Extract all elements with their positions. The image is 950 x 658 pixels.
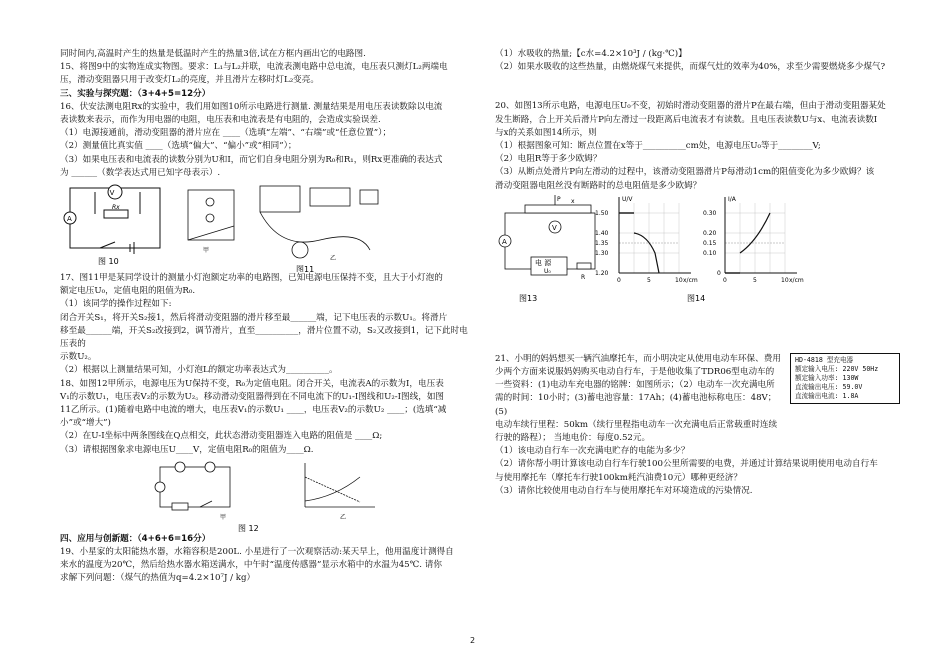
graph-i-ytick: 0 (717, 269, 721, 277)
q21-block (495, 353, 890, 445)
graph-u-ytick: 1.50 (595, 209, 609, 217)
q18-line: V₁的示数U₁，电压表V₂的示数为U₂。移动滑动变阻器得到在不同电流下的U₁-I图线和U₂-I图线，如图 (60, 391, 445, 402)
q18-line: 小”或“增大”) (60, 418, 111, 429)
circuit-label-a: A (502, 237, 507, 246)
graph-i-ylabel: I/A (728, 195, 736, 203)
graph-u-ytick: 1.40 (595, 229, 609, 237)
q20-line: （1）根据图象可知：断点位置在x等于__________cm处，电源电压U₀等于________V; (495, 141, 821, 152)
q15-line: 15、将图9中的实物连成实物图。要求：L₁与L₂并联，电流表测电路中总电流，电压表只测灯L₂两端电 (60, 62, 448, 73)
nameplate-line: 额定输入电压: 220V 50Hz (795, 364, 879, 373)
q19-line: 来水的温度为20℃，然后给热水器水箱送满水，中午时“温度传感器”显示水箱中的水温为45℃. 请你 (60, 560, 442, 571)
q19-line: 求解下列问题：（煤气的热值为q=4.2×10⁷J / kg） (60, 573, 256, 584)
q16-line: （3）如果电压表和电流表的读数分别为U和I，而它们自身电阻分别为R₀和R₁，则Rx更准确的表达式 (60, 154, 443, 165)
q17-line: （2）根据以上测量结果可知，小灯泡L的额定功率表达式为__________。 (60, 365, 338, 376)
figure-10-caption: 图 10 (98, 257, 119, 267)
section-heading-3: 三、实验与探究题：（3+4+5=12分） (60, 88, 211, 99)
q20-line: 滑动变阻器电阻丝没有断路时的总电阻值是多少欧姆？ (495, 180, 702, 191)
figure-13-caption: 图13 (519, 293, 538, 303)
nameplate-title: HD-4818 型充电器 (795, 355, 854, 364)
q17-line: 闭合开关S₁，将开关S₂接1，然后将滑动变阻器的滑片移至最______端，记下电压表的示数U₁。将滑片 (60, 312, 448, 323)
graph-i-xlabel: x/cm (789, 276, 804, 284)
q21-line: （2）请你帮小明计算该电动自行车行驶100公里所需要的电费，并通过计算结果说明使用电动自行车 (495, 459, 878, 470)
q16-line: 为 ______（数学表达式用已知字母表示）. (60, 167, 221, 178)
q20-line: （2）电阻R等于多少欧姆？ (495, 154, 602, 165)
page-number: 2 (470, 636, 476, 645)
circuit-label-source: 电 源 (535, 258, 552, 267)
q21-line: 少两个方面来说服妈妈购买电动自行车，于是他收集了TDR06型电动车的 (495, 367, 775, 378)
svg-text:甲: 甲 (220, 513, 227, 521)
q17-line: 额定电压U₀，定值电阻的阻值为R₀. (60, 286, 196, 297)
q20-line: 发生断路，合上开关后滑片P向左滑过一段距离后电流表才有读数。且电压表读数U与x、电流表读数I (495, 114, 878, 125)
q16-line: （2）测量值比真实值 ____（选填“偏大”、“偏小”或“相同”）； (60, 141, 297, 152)
graph-i-ytick: 0.15 (703, 239, 717, 247)
circuit-label-r: R (581, 273, 586, 281)
q17-line: 移至最______端，开关S₂改接到2，调节滑片，直至__________，滑片位置不动，S₂又改接到1，记下此时电压表的 (60, 325, 468, 350)
q20-line: 与x的关系如图14所示，则 (495, 127, 597, 138)
q18-line: 18、如图12甲所示，电源电压为U保持不变，R₀为定值电阻。闭合开关，电流表A的示数为I，电压表 (60, 378, 444, 389)
graph-i-ytick: 0.10 (703, 249, 717, 257)
graph-i-xtick: 0 (723, 276, 727, 284)
q16-line: 表读数来表示，而作为用电器的电阻，电压表和电流表是有电阻的，会造成实验误差. (60, 115, 381, 126)
q19-line: 19、小星家的太阳能热水器，水箱容积是200L. 小星进行了一次观察活动:某天早上，他用温度计测得自 (60, 547, 454, 558)
graph-u-ytick: 1.30 (595, 249, 609, 257)
figure-14-caption: 图14 (687, 293, 706, 303)
svg-text:V: V (109, 189, 115, 198)
graph-u-xtick: 0 (617, 276, 621, 284)
charger-nameplate (790, 353, 900, 404)
q19-line: （2）如果水吸收的这些热量，由燃烧煤气来提供，而煤气灶的效率为40%，求至少需要燃烧多少煤气? (495, 62, 886, 73)
svg-text:Rx: Rx (112, 204, 120, 212)
nameplate-line: 额定输入功率: 130W (795, 373, 859, 382)
q18-line: 11乙所示。(1)随着电路中电流的增大，电压表V₁的示数U₁ ____，电压表V₂的示数U₂ ____；(选填“减 (60, 405, 447, 416)
graph-u-xtick: 10 (675, 276, 683, 284)
figures-13-14-drawing (495, 193, 890, 305)
q19-line: （1）水吸收的热量;【c水=4.2×10³J / (kg·℃)】 (495, 49, 687, 59)
q17-line: 17、图11甲是某同学设计的测量小灯泡额定功率的电路图，已知电源电压保持不变，且大于小灯泡的 (60, 273, 443, 284)
left-column (60, 48, 470, 586)
graph-u-ytick: 1.35 (595, 239, 609, 247)
figure-12-drawing (60, 457, 470, 533)
figures-13-14 (495, 193, 890, 305)
q18-line: （3）请根据图象求电源电压U____V，定值电阻R₀的阻值为____Ω. (60, 444, 314, 455)
q21-line: 行驶的路程）； 当地电价：每度0.52元。 (495, 433, 651, 444)
graph-u-ylabel: U/V (622, 195, 633, 203)
q21-line: 21、小明的妈妈想买一辆汽油摩托车，而小明决定从使用电动车环保、费用 (495, 353, 781, 364)
q17-line: （1）该同学的操作过程如下: (60, 299, 172, 310)
q21-line: （1）该电动自行车一次充满电贮存的电能为多少？ (495, 446, 690, 457)
right-column (495, 48, 890, 498)
circuit-figures (60, 180, 470, 272)
q21-line: （3）请你比较使用电动自行车与使用摩托车对环境造成的污染情况. (495, 485, 753, 496)
graph-i-xtick: 5 (753, 276, 757, 284)
q16-line: 16、伏安法测电阻Rx的实验中，我们用如图10所示电路进行测量. 测量结果是用电压表读数除以电流 (60, 101, 443, 112)
section-heading-4: 四、应用与创新题：（4+6+6=16分） (60, 533, 211, 544)
graph-i-ytick: 0.20 (703, 229, 717, 237)
circuit-label-v: V (552, 223, 557, 232)
q16-line: （1）电源接通前，滑动变阻器的滑片应在 ____（选填“左端”、“右端”或“任意位置”）； (60, 128, 392, 139)
nameplate-line: 直流输出电流: 1.8A (795, 391, 859, 400)
figure-12 (60, 457, 470, 533)
circuit-label-u0: U₀ (544, 267, 551, 275)
text-line: 同时间内,高温时产生的热量是低温时产生的热量3倍,试在方框内画出它的电路图. (60, 49, 366, 59)
q18-line: （2）在U-I坐标中两条图线在Q点相交，此状态滑动变阻器连入电路的阻值是 ____Ω; (60, 431, 383, 442)
q15-line: 压，滑动变阻器只用于改变灯L₂的亮度，并且滑片左移时灯L₂变亮。 (60, 75, 319, 86)
q21-line: 一些资料：(1)电动车充电器的铭牌：如图所示；（2）电动车一次充满电所 (495, 380, 775, 391)
q21-line: 与使用摩托车（摩托车行驶100km耗汽油费10元）哪种更经济？ (495, 472, 742, 483)
graph-i-ytick: 0.30 (703, 209, 717, 217)
svg-text:乙: 乙 (330, 255, 337, 263)
figure-11-circuit (188, 186, 378, 258)
svg-text:甲: 甲 (203, 247, 210, 255)
q20-line: 20、如图13所示电路，电源电压U₀不变，初始时滑动变阻器的滑片P在最右端，但由于滑动变阻器某处 (495, 101, 886, 112)
figure-11-caption: 图11 (296, 265, 315, 273)
graph-i-xtick: 10 (781, 276, 789, 284)
svg-text:乙: 乙 (340, 513, 347, 521)
svg-text:A: A (67, 215, 72, 224)
graph-i-x (703, 196, 804, 284)
nameplate-line: 直流输出电压: 59.0V (795, 382, 863, 391)
q17-line: 示数U₂。 (60, 352, 97, 363)
circuit-label-p: P (557, 195, 561, 203)
graph-u-ytick: 1.20 (595, 269, 609, 277)
figure-12-caption: 图 12 (238, 523, 259, 533)
q21-line: 电动车续行里程：50km（续行里程指电动车一次充满电后正常载重时连续 (495, 419, 778, 430)
q20-line: （3）从断点处滑片P向左滑动的过程中，该滑动变阻器滑片P每滑动1cm的阻值变化为多少欧姆？该 (495, 167, 875, 178)
q21-line: 需的时间：10小时；(3)蓄电池容量：17Ah；(4)蓄电池标称电压：48V；(5) (495, 393, 777, 417)
circuit-label-x: x (571, 197, 575, 205)
figures-10-11 (60, 180, 470, 272)
graph-u-xlabel: x/cm (683, 276, 698, 284)
graph-u-x (595, 196, 698, 284)
graph-u-xtick: 5 (647, 276, 651, 284)
